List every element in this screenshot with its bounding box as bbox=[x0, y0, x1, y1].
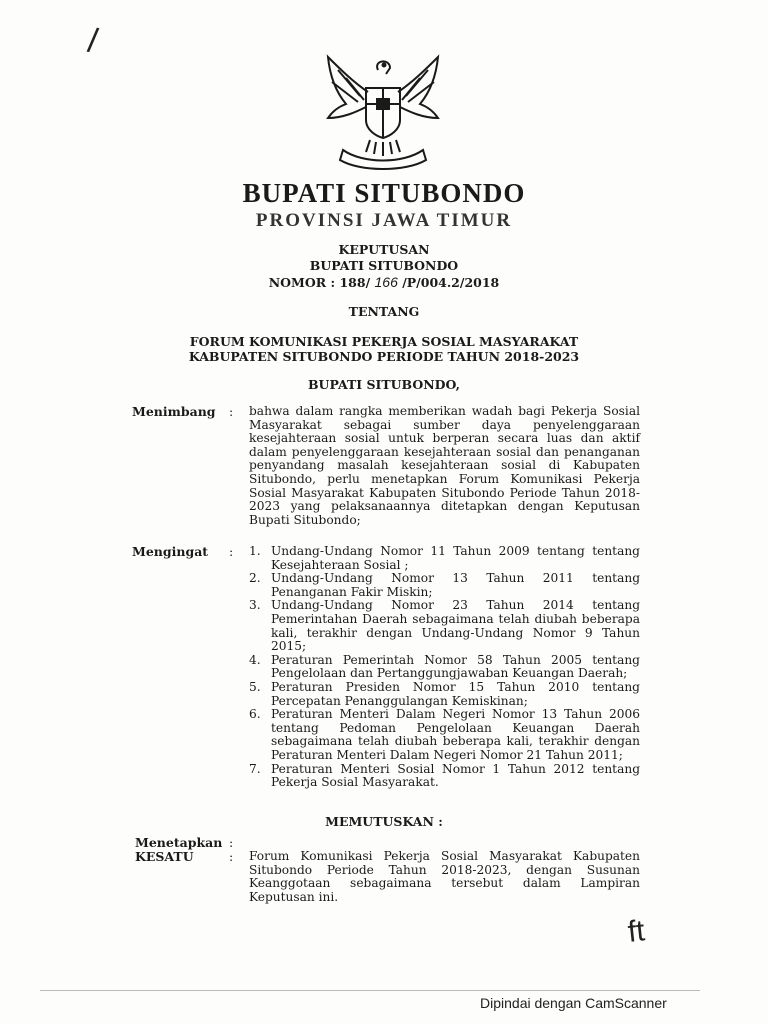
handwritten-initial: ft bbox=[626, 914, 647, 949]
menimbang-colon: : bbox=[229, 404, 234, 419]
subject-line-2: KABUPATEN SITUBONDO PERIODE TAHUN 2018-2023 bbox=[188, 349, 580, 364]
list-item-number: 5. bbox=[249, 679, 261, 694]
list-item-text: Undang-Undang Nomor 23 Tahun 2014 tentang Pemerintahan Daerah sebagaimana telah diubah beberapa kali, terakhir dengan Undang-Undang Nomor 9 Tahun 2015; bbox=[271, 598, 640, 654]
mengingat-label: Mengingat bbox=[132, 544, 209, 559]
kesatu-colon: : bbox=[229, 849, 234, 864]
menimbang-text: bahwa dalam rangka memberikan wadah bagi Pekerja Sosial Masyarakat sebagai sumber daya penyelenggaraan kesejahteraan sosial untuk berperan secara luas dan aktif dalam penyelenggaraan kesejahteraan sosial dan penanganan penyandang masalah kesejahteraan sosial di Kabupaten Situbondo, perlu menetapkan Forum Komunikasi Pekerja Sosial Masyarakat Kabupaten Situbondo Periode Tahun 2018-2023 yang pelaksanaannya ditetapkan dengan Keputusan Bupati Situbondo; bbox=[249, 404, 640, 527]
kesatu-text: Forum Komunikasi Pekerja Sosial Masyarakat Kabupaten Situbondo Periode Tahun 2018-2023, dengan Susunan Keanggotaan sebagaimana tersebut dalam Lampiran Keputusan ini. bbox=[249, 849, 640, 904]
list-item-text: Peraturan Pemerintah Nomor 58 Tahun 2005 tentang Pengelolaan dan Pertanggungjawaban Keuangan Daerah; bbox=[271, 652, 640, 681]
decree-line-keputusan: KEPUTUSAN bbox=[338, 242, 430, 257]
list-item-text: Undang-Undang Nomor 13 Tahun 2011 tentang Penanganan Fakir Miskin; bbox=[271, 571, 640, 599]
camscanner-watermark: Dipindai dengan CamScanner bbox=[480, 995, 667, 1011]
list-item-number: 6. bbox=[249, 707, 261, 722]
garuda-emblem-icon bbox=[318, 52, 448, 172]
list-item bbox=[249, 708, 640, 762]
decree-line-bupati: BUPATI SITUBONDO bbox=[309, 258, 459, 273]
nomor-suffix: /P/004.2/2018 bbox=[397, 275, 500, 290]
list-item-text: Peraturan Menteri Sosial Nomor 1 Tahun 2012 tentang Pekerja Sosial Masyarakat. bbox=[271, 761, 640, 790]
list-item-text: Undang-Undang Nomor 11 Tahun 2009 tentang tentang Kesejahteraan Sosial ; bbox=[271, 544, 640, 572]
list-item-text: Peraturan Menteri Dalam Negeri Nomor 13 Tahun 2006 tentang Pedoman Pengelolaan Keuangan Daerah sebagaimana telah diubah beberapa kali, terakhir dengan Peraturan Menteri Dalam Negeri Nomor 21 Tahun 2011; bbox=[271, 707, 640, 762]
menetapkan-label: Menetapkan bbox=[135, 835, 223, 850]
list-item-number: 4. bbox=[249, 652, 261, 667]
mengingat-list bbox=[249, 545, 640, 790]
list-item bbox=[249, 654, 640, 681]
scan-edge-divider bbox=[40, 990, 700, 991]
list-item bbox=[249, 599, 640, 653]
kesatu-label: KESATU bbox=[135, 849, 194, 864]
menetapkan-colon: : bbox=[229, 835, 234, 850]
header-provinsi: PROVINSI JAWA TIMUR bbox=[255, 210, 513, 231]
list-item bbox=[249, 572, 640, 599]
mengingat-colon: : bbox=[229, 544, 234, 559]
list-item-number: 7. bbox=[249, 761, 261, 776]
nomor-handwritten: 166 bbox=[374, 274, 398, 290]
nomor-label: NOMOR : 188/ bbox=[268, 275, 371, 290]
list-item-text: Peraturan Presiden Nomor 15 Tahun 2010 tentang Percepatan Penanggulangan Kemiskinan; bbox=[271, 679, 640, 708]
tentang-heading: TENTANG bbox=[348, 304, 420, 319]
subject-line-1: FORUM KOMUNIKASI PEKERJA SOSIAL MASYARAKAT bbox=[189, 334, 579, 349]
list-item-number: 2. bbox=[249, 571, 261, 586]
list-item bbox=[249, 681, 640, 708]
list-item bbox=[249, 545, 640, 572]
decree-number bbox=[0, 274, 768, 291]
list-item-number: 1. bbox=[249, 544, 261, 558]
handwritten-slash: / bbox=[85, 21, 101, 61]
list-item bbox=[249, 763, 640, 790]
menimbang-label: Menimbang bbox=[132, 404, 216, 419]
memutuskan-heading: MEMUTUSKAN : bbox=[325, 814, 443, 829]
header-bupati: BUPATI SITUBONDO bbox=[242, 178, 526, 208]
list-item-number: 3. bbox=[249, 598, 261, 613]
issuer-heading: BUPATI SITUBONDO, bbox=[307, 377, 460, 392]
